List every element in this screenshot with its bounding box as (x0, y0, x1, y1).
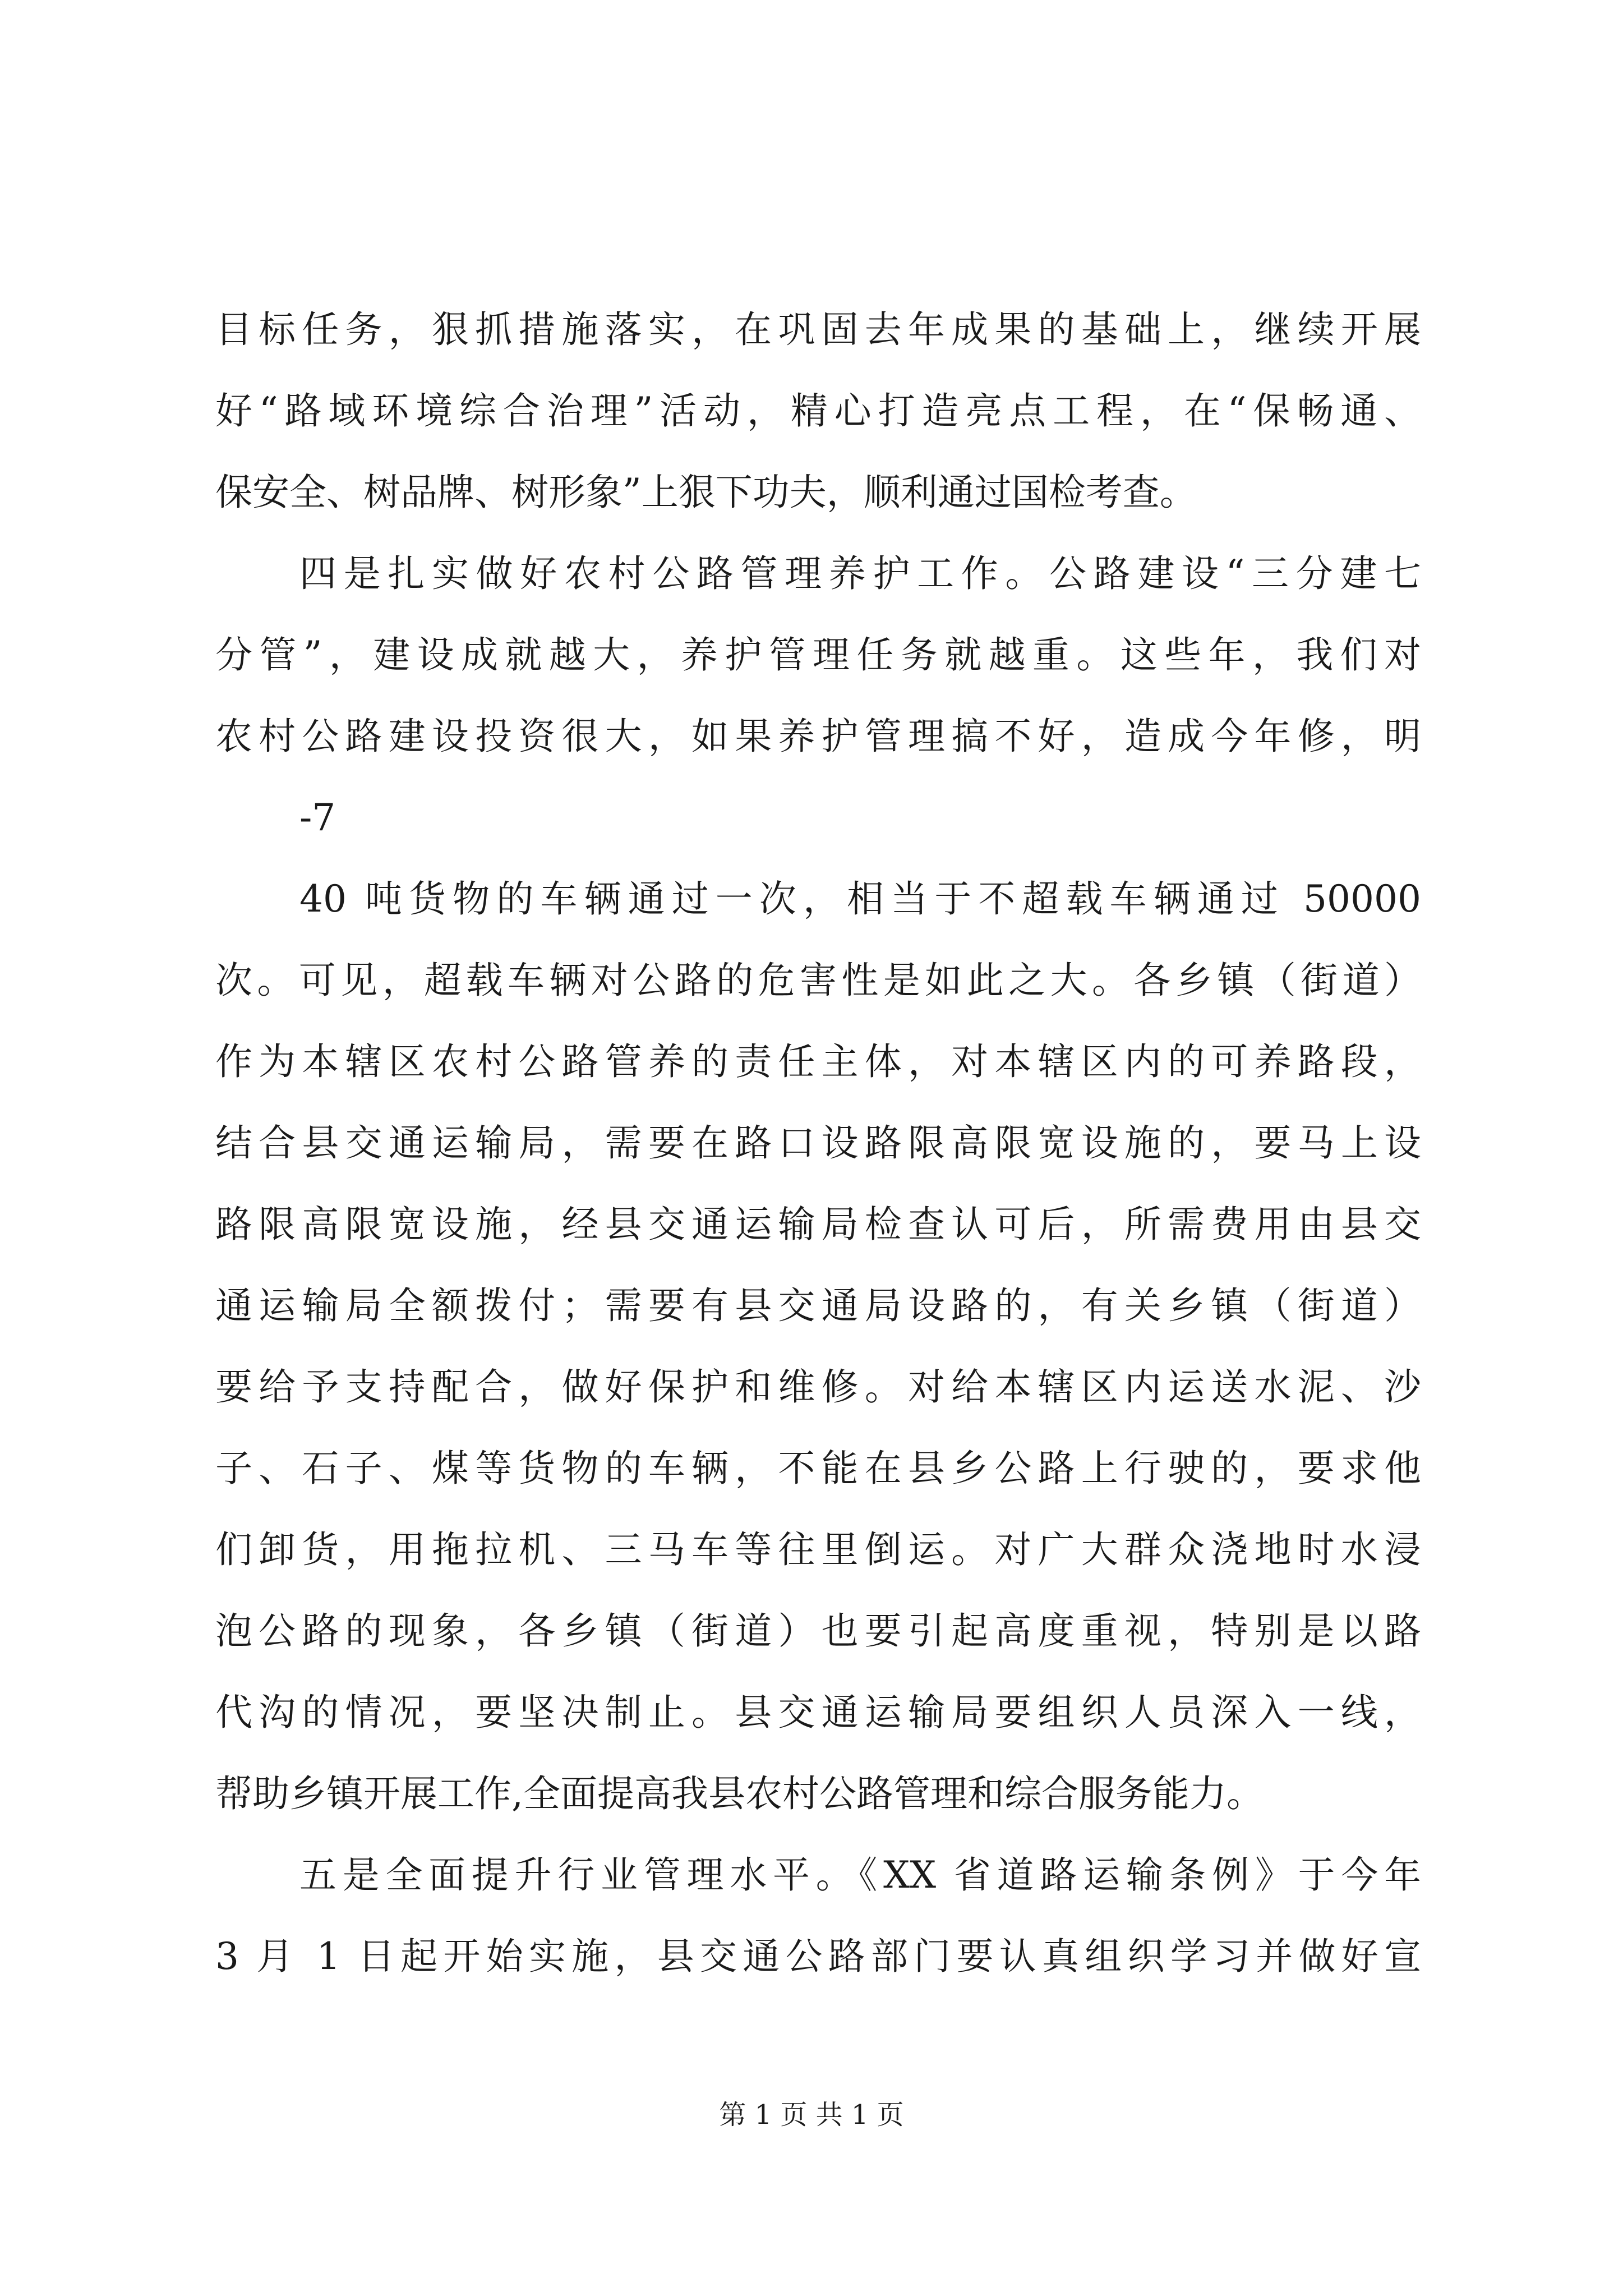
text-line: 好“路域环境综合治理”活动，精心打造亮点工程，在“保畅通、 (215, 389, 1421, 432)
text-line: 路限高限宽设施，经县交通运输局检查认可后，所需费用由县交 (215, 1203, 1421, 1246)
text-line: 作为本辖区农村公路管养的责任主体，对本辖区内的可养路段， (215, 1040, 1421, 1083)
text-line: 次。可见，超载车辆对公路的危害性是如此之大。各乡镇（街道） (215, 959, 1421, 1002)
text-line: 子、石子、煤等货物的车辆，不能在县乡公路上行驶的，要求他 (215, 1447, 1421, 1490)
page-number-label: 第 1 页 共 1 页 (719, 2099, 904, 2131)
text-line: 要给予支持配合，做好保护和维修。对给本辖区内运送水泥、沙 (215, 1365, 1421, 1409)
text-line: 通运输局全额拨付；需要有县交通局设路的，有关乡镇（街道） (215, 1284, 1421, 1327)
paragraph-start-line: 40 吨货物的车辆通过一次，相当于不超载车辆通过 50000 (299, 877, 1421, 921)
text-line: 保安全、树品牌、树形象”上狠下功夫，顺利通过国检考查。 (215, 471, 1197, 514)
text-line: 们卸货，用拖拉机、三马车等往里倒运。对广大群众浇地时水浸 (215, 1528, 1421, 1571)
text-line: 帮助乡镇开展工作,全面提高我县农村公路管理和综合服务能力。 (215, 1772, 1264, 1815)
text-line: 目标任务，狠抓措施落实，在巩固去年成果的基础上，继续开展 (215, 308, 1421, 351)
text-line: 结合县交通运输局，需要在路口设路限高限宽设施的，要马上设 (215, 1121, 1421, 1165)
paragraph-start-line: 五是全面提升行业管理水平。《XX 省道路运输条例》于今年 (299, 1853, 1421, 1897)
text-line: 代沟的情况，要坚决制止。县交通运输局要组织人员深入一线， (215, 1691, 1421, 1734)
text-line: 3 月 1 日起开始实施，县交通公路部门要认真组织学习并做好宣 (215, 1935, 1421, 1978)
text-line: 分管”，建设成就越大，养护管理任务就越重。这些年，我们对 (215, 633, 1421, 677)
paragraph-start-line: 四是扎实做好农村公路管理养护工作。公路建设“三分建七 (299, 552, 1421, 595)
text-line: 农村公路建设投资很大，如果养护管理搞不好，造成今年修，明 (215, 715, 1421, 758)
page-footer (0, 2095, 1623, 2134)
page-marker-line: -7 (299, 796, 336, 839)
body-text (215, 289, 1421, 1997)
text-line: 泡公路的现象，各乡镇（街道）也要引起高度重视，特别是以路 (215, 1609, 1421, 1653)
